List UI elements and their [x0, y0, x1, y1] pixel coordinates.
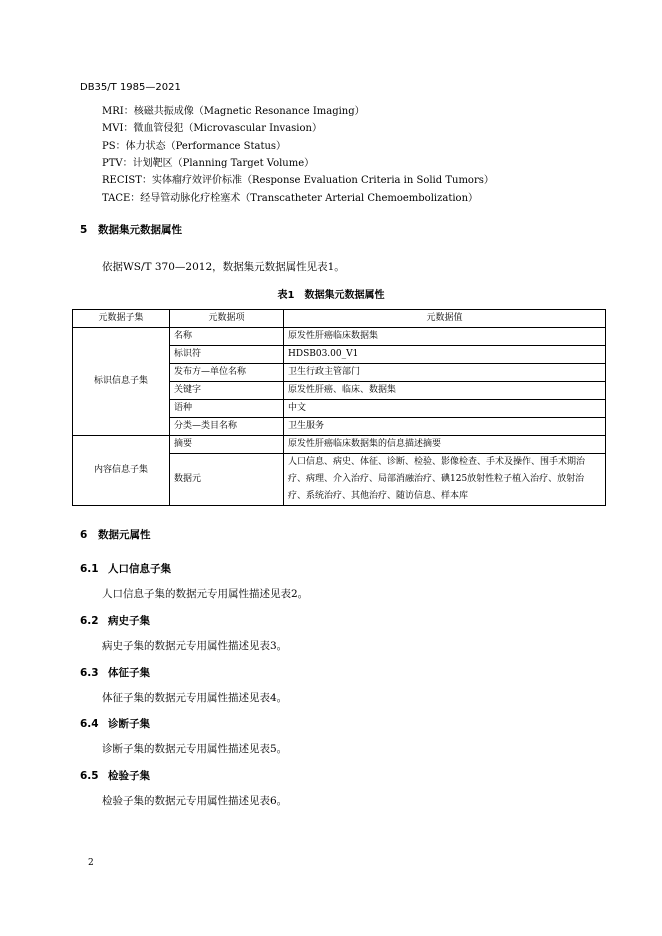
subsection-6-3-heading: [80, 665, 150, 680]
section-number: 6: [80, 529, 88, 541]
section-6-heading: [80, 527, 151, 542]
subsection-6-1-heading: [80, 561, 171, 576]
group-cell-identification: 标识信息子集: [73, 328, 170, 436]
item-cell: 标识符: [170, 346, 284, 364]
abbreviation-mri: MRI：核磁共振成像（Magnetic Resonance Imaging）: [102, 106, 365, 117]
subsection-6-4-text: 诊断子集的数据元专用属性描述见表5。: [102, 743, 288, 755]
subsection-title: 诊断子集: [108, 718, 150, 730]
item-cell: 关键字: [170, 382, 284, 400]
value-cell: 原发性肝癌临床数据集的信息描述摘要: [284, 436, 606, 454]
subsection-title: 体征子集: [108, 667, 150, 679]
table-header-row: [73, 310, 606, 328]
section-title: 数据集元数据属性: [98, 224, 182, 236]
abbreviation-ps: PS：体力状态（Performance Status）: [102, 141, 287, 152]
item-cell: 分类—类目名称: [170, 418, 284, 436]
subsection-6-5-heading: [80, 768, 150, 783]
table-row: [73, 436, 606, 454]
subsection-title: 人口信息子集: [108, 563, 171, 575]
subsection-title: 检验子集: [108, 770, 150, 782]
document-header: DB35/T 1985—2021: [80, 82, 181, 93]
abbreviation-ptv: PTV：计划靶区（Planning Target Volume）: [102, 158, 315, 169]
item-cell: 语种: [170, 400, 284, 418]
table-caption: 表1 数据集元数据属性: [277, 290, 385, 301]
value-cell: 卫生行政主管部门: [284, 364, 606, 382]
section-5-paragraph: 依据WS/T 370—2012，数据集元数据属性见表1。: [102, 261, 345, 273]
page-number: 2: [88, 858, 94, 868]
value-cell: 中文: [284, 400, 606, 418]
subsection-6-3-text: 体征子集的数据元专用属性描述见表4。: [102, 692, 288, 704]
section-5-heading: [80, 222, 182, 237]
subsection-6-5-text: 检验子集的数据元专用属性描述见表6。: [102, 795, 288, 807]
column-header: 元数据项: [170, 310, 284, 328]
value-cell: 原发性肝癌临床数据集: [284, 328, 606, 346]
section-number: 5: [80, 224, 88, 236]
subsection-6-1-text: 人口信息子集的数据元专用属性描述见表2。: [102, 588, 309, 600]
subsection-number: 6.3: [80, 667, 99, 679]
subsection-number: 6.4: [80, 718, 99, 730]
section-title: 数据元属性: [98, 529, 151, 541]
subsection-6-2-text: 病史子集的数据元专用属性描述见表3。: [102, 640, 288, 652]
column-header: 元数据子集: [73, 310, 170, 328]
subsection-6-4-heading: [80, 716, 150, 731]
subsection-6-2-heading: [80, 613, 150, 628]
subsection-number: 6.2: [80, 615, 99, 627]
abbreviation-mvi: MVI：微血管侵犯（Microvascular Invasion）: [102, 123, 322, 134]
value-cell: HDSB03.00_V1: [284, 346, 606, 364]
abbreviation-recist: RECIST：实体瘤疗效评价标准（Response Evaluation Criteria in Solid Tumors）: [102, 175, 494, 186]
item-cell: 名称: [170, 328, 284, 346]
metadata-table: [72, 309, 606, 506]
subsection-number: 6.1: [80, 563, 99, 575]
item-cell: 发布方—单位名称: [170, 364, 284, 382]
abbreviation-tace: TACE：经导管动脉化疗栓塞术（Transcatheter Arterial Chemoembolization）: [102, 193, 479, 204]
table-row: [73, 328, 606, 346]
subsection-number: 6.5: [80, 770, 99, 782]
subsection-title: 病史子集: [108, 615, 150, 627]
item-cell: 摘要: [170, 436, 284, 454]
item-cell: 数据元: [170, 454, 284, 506]
value-cell: 原发性肝癌、临床、数据集: [284, 382, 606, 400]
group-cell-content: 内容信息子集: [73, 436, 170, 506]
value-cell: 卫生服务: [284, 418, 606, 436]
column-header: 元数据值: [284, 310, 606, 328]
value-cell: 人口信息、病史、体征、诊断、检验、影像检查、手术及操作、围手术期治疗、病理、介入治疗、局部消融治疗、碘125放射性粒子植入治疗、放射治疗、系统治疗、其他治疗、随访信息、样本库: [284, 454, 606, 506]
